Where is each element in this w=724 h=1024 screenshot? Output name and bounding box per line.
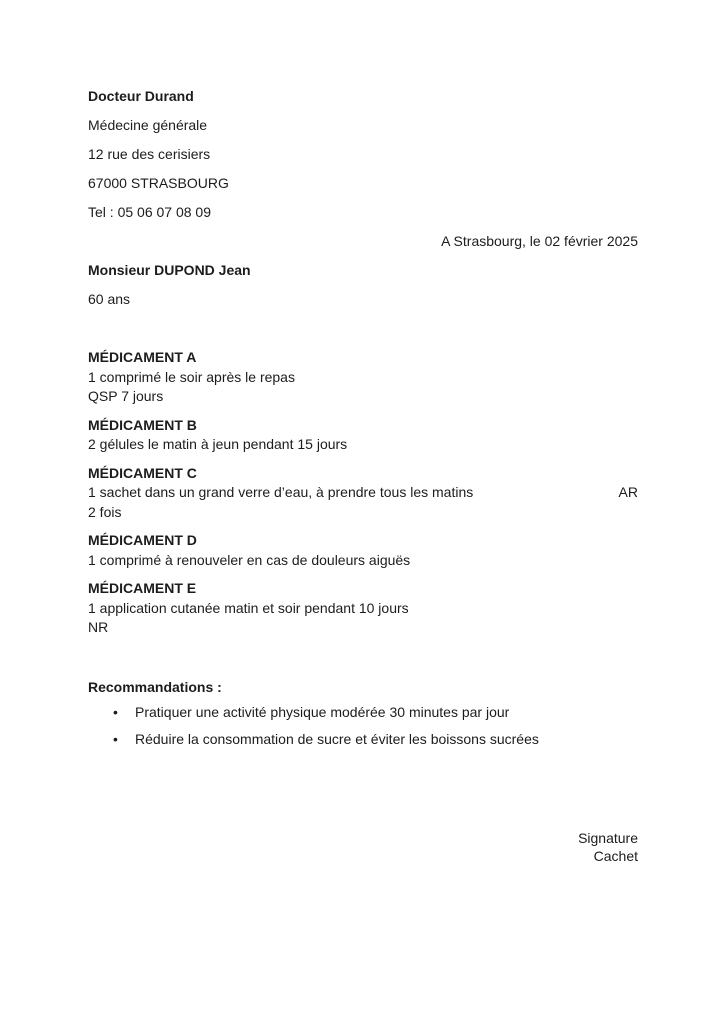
- medication-line: 2 gélules le matin à jeun pendant 15 jours: [88, 436, 348, 452]
- recommendation-item: • Pratiquer une activité physique modérée 30 minutes par jour: [88, 704, 638, 720]
- medication-block-d: [88, 531, 638, 570]
- medication-title: MÉDICAMENT D: [88, 532, 197, 548]
- spacer: [88, 320, 638, 348]
- signature-label: Signature: [578, 829, 638, 846]
- medication-block-b: [88, 416, 638, 455]
- medication-line: 2 fois: [88, 503, 122, 520]
- signature-block: [88, 829, 638, 865]
- medication-title: MÉDICAMENT A: [88, 349, 197, 365]
- medication-line: 1 comprimé à renouveler en cas de douleurs aiguës: [88, 551, 411, 568]
- medication-line-row: [88, 483, 638, 503]
- doctor-city: 67000 STRASBOURG: [88, 175, 229, 191]
- date-line: A Strasbourg, le 02 février 2025: [441, 233, 638, 249]
- medication-title: MÉDICAMENT E: [88, 580, 197, 596]
- doctor-name: Docteur Durand: [88, 88, 194, 104]
- recommendations-title: Recommandations :: [88, 678, 222, 695]
- medication-block-c: [88, 464, 638, 523]
- medication-line: 1 application cutanée matin et soir pendant 10 jours: [88, 599, 409, 616]
- medication-title: MÉDICAMENT C: [88, 464, 197, 481]
- spacer: [88, 647, 638, 679]
- patient-name: Monsieur DUPOND Jean: [88, 262, 251, 278]
- doctor-specialty: Médecine générale: [88, 117, 208, 133]
- medication-block-a: [88, 348, 638, 407]
- doctor-address: 12 rue des cerisiers: [88, 146, 211, 162]
- stamp-label: Cachet: [593, 847, 638, 864]
- medication-block-e: [88, 579, 638, 638]
- medication-line: NR: [88, 619, 109, 635]
- patient-age: 60 ans: [88, 291, 131, 307]
- recommendations-list: [88, 704, 638, 747]
- medication-right-code: AR: [618, 484, 638, 500]
- medication-line: 1 sachet dans un grand verre d’eau, à prendre tous les matins: [88, 484, 474, 500]
- doctor-phone: Tel : 05 06 07 08 09: [88, 204, 211, 220]
- spacer: [88, 758, 638, 829]
- medication-title: MÉDICAMENT B: [88, 416, 197, 433]
- medication-line: QSP 7 jours: [88, 388, 164, 404]
- recommendation-item: • Réduire la consommation de sucre et éviter les boissons sucrées: [88, 731, 638, 747]
- medication-line: 1 comprimé le soir après le repas: [88, 368, 295, 385]
